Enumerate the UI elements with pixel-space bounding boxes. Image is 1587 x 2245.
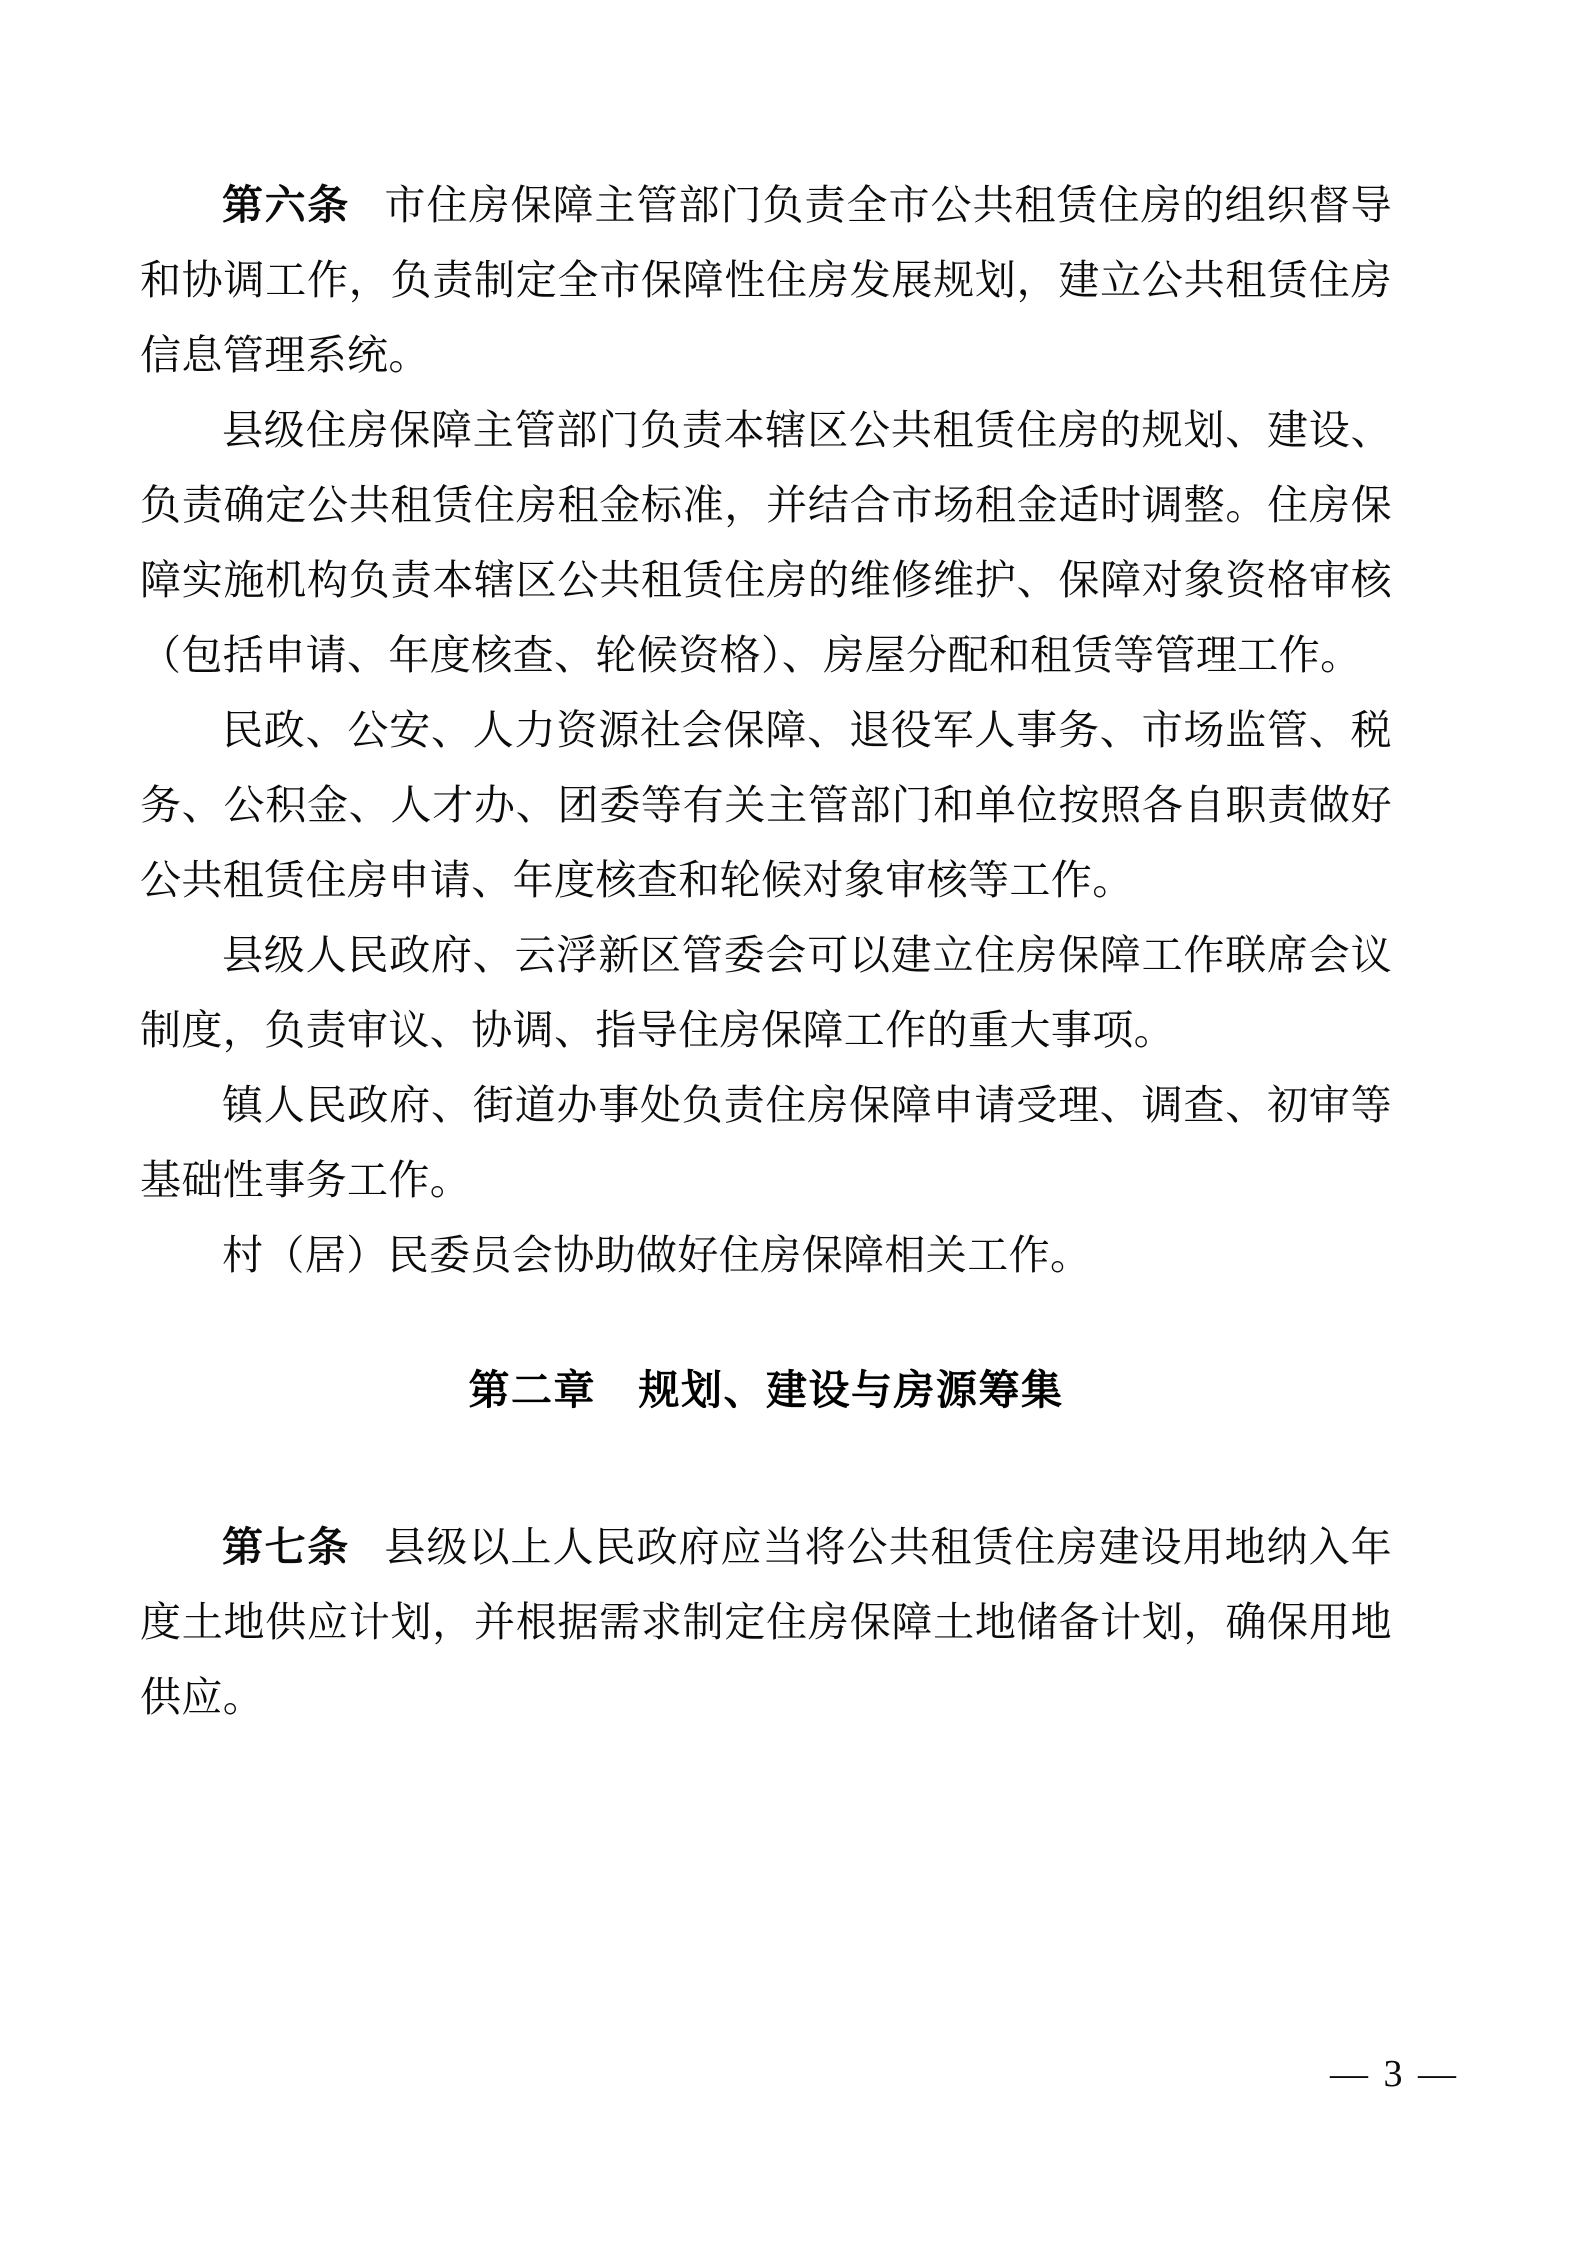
article-paragraph-6 xyxy=(140,168,1392,393)
article-label-6: 第六条 xyxy=(222,182,350,228)
article-label-7: 第七条 xyxy=(222,1524,350,1570)
article-body-6: 市住房保障主管部门负责全市公共租赁住房的组织督导和协调工作，负责制定全市保障性住房发展规划，建立公共租赁住房信息管理系统。 xyxy=(140,182,1392,378)
paragraph-related-departments: 民政、公安、人力资源社会保障、退役军人事务、市场监管、税务、公积金、人才办、团委等有关主管部门和单位按照各自职责做好公共租赁住房申请、年度核查和轮候对象审核等工作。 xyxy=(140,707,1392,903)
paragraph-village-committee: 村（居）民委员会协助做好住房保障相关工作。 xyxy=(222,1232,1092,1278)
paragraph-town-government: 镇人民政府、街道办事处负责住房保障申请受理、调查、初审等基础性事务工作。 xyxy=(140,1082,1392,1203)
document-body xyxy=(140,168,1392,1735)
heading-bottom-spacer xyxy=(140,1428,1392,1510)
article-paragraph-7 xyxy=(140,1510,1392,1735)
chapter-heading-2: 第二章 规划、建设与房源筹集 xyxy=(468,1367,1064,1413)
page-number: — 3 — xyxy=(1330,2053,1459,2095)
paragraph-county-housing-authority: 县级住房保障主管部门负责本辖区公共租赁住房的规划、建设、负责确定公共租赁住房租金标准，并结合市场租金适时调整。住房保障实施机构负责本辖区公共租赁住房的维修维护、保障对象资格审核（包括申请、年度核查、轮候资格）、房屋分配和租赁等管理工作。 xyxy=(140,407,1392,678)
paragraph-joint-meeting-system: 县级人民政府、云浮新区管委会可以建立住房保障工作联席会议制度，负责审议、协调、指导住房保障工作的重大事项。 xyxy=(140,932,1392,1053)
heading-top-spacer xyxy=(140,1293,1392,1353)
article-body-7: 县级以上人民政府应当将公共租赁住房建设用地纳入年度土地供应计划，并根据需求制定住房保障土地储备计划，确保用地供应。 xyxy=(140,1524,1392,1720)
